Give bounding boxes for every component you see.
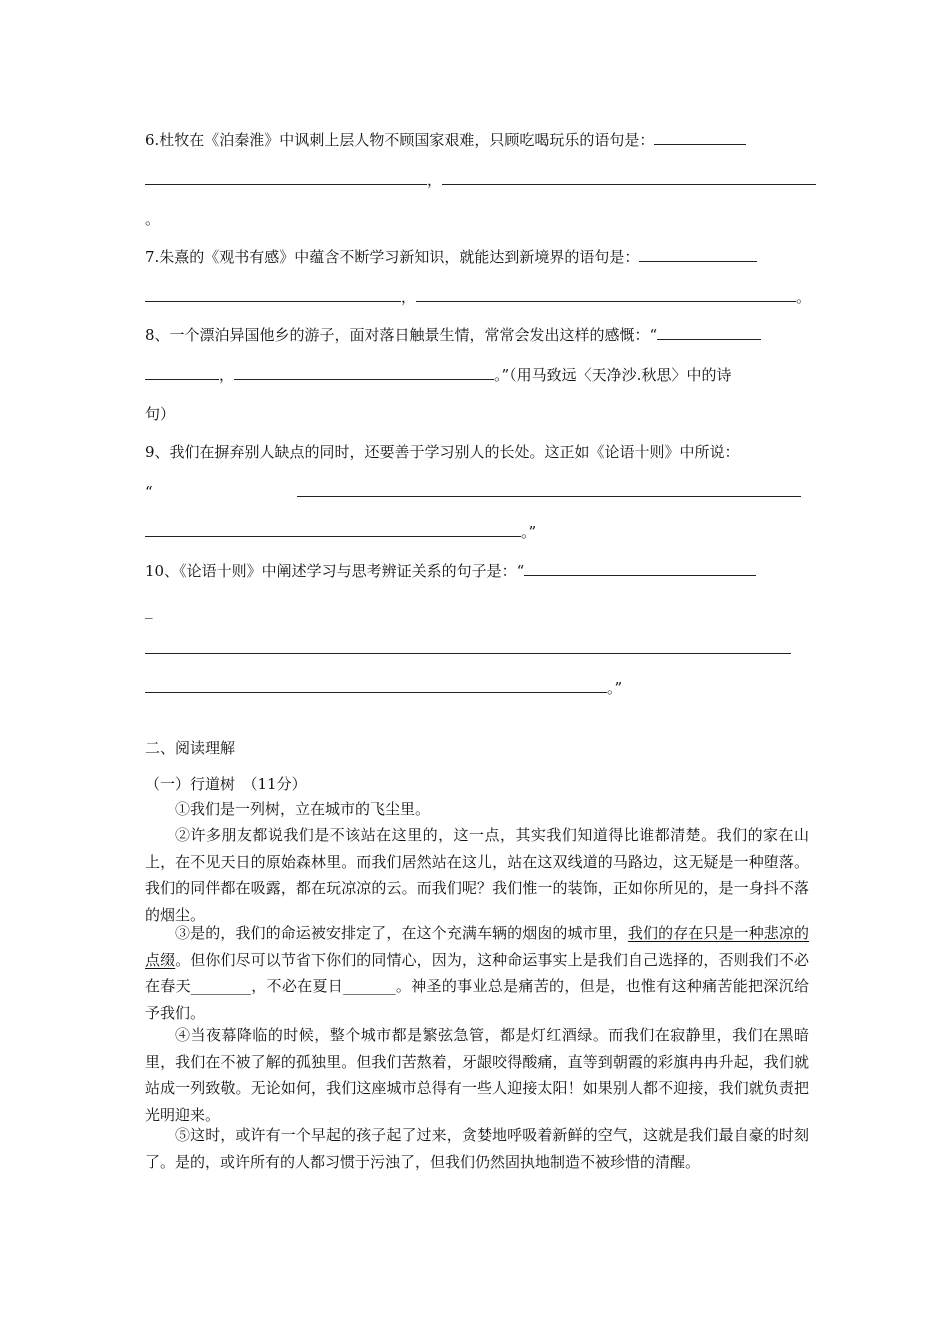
stray-mark: _ <box>145 601 153 619</box>
open-quote: “ <box>145 483 153 501</box>
comma: ， <box>219 366 235 384</box>
question-7-line-2 <box>145 285 811 308</box>
question-6-line-2 <box>145 168 816 191</box>
question-7-text: 7.朱熹的《观书有感》中蕴含不断学习新知识，就能达到新境界的语句是： <box>145 248 640 266</box>
section-title: 二、阅读理解 <box>145 739 236 757</box>
answer-blank[interactable] <box>145 168 427 185</box>
paragraph-4: ④当夜幕降临的时候，整个城市都是繁弦急管，都是灯红酒绿。而我们在寂静里，我们在黑暗里，我们在不被了解的孤独里。但我们苦熬着，牙龈咬得酸痛，直等到朝霞的彩旗冉冉升起，我们就站成一列致敬。无论如何，我们这座城市总得有一些人迎接太阳！如果别人都不迎接，我们就负责把光明迎来。 <box>145 1026 809 1124</box>
question-6-text: 6.杜牧在《泊秦淮》中讽刺上层人物不顾国家艰难，只顾吃喝玩乐的语句是： <box>145 131 655 149</box>
question-9-text: 9、我们在摒弃别人缺点的同时，还要善于学习别人的长处。这正如《论语十则》中所说： <box>145 443 740 461</box>
question-8-line-3 <box>145 403 175 425</box>
paragraph-3-end: 。但你们尽可以节省下你们的同情心，因为，这种命运事实上是我们自己选择的，否则我们不必在春天________，不必在夏日_______。神圣的事业总是痛苦的，但是，也惟有这种痛苦能把深沉给予我们。 <box>145 950 809 1022</box>
period: 。 <box>145 210 161 228</box>
answer-blank[interactable] <box>234 363 494 380</box>
question-8-suffix: 。”（用马致远〈天净沙.秋思〉中的诗 <box>494 366 732 384</box>
period: 。 <box>796 288 812 306</box>
question-7-line-1 <box>145 245 757 268</box>
answer-blank[interactable] <box>442 168 816 185</box>
subsection-title: （一）行道树 （11分） <box>145 775 307 793</box>
question-6-line-1 <box>145 128 746 151</box>
question-10-line-4 <box>145 676 622 699</box>
paragraph-1: ①我们是一列树，立在城市的飞尘里。 <box>175 800 431 818</box>
comma: ， <box>427 171 443 189</box>
answer-blank[interactable] <box>145 520 521 537</box>
question-10-line-2 <box>145 599 153 621</box>
answer-blank[interactable] <box>657 323 761 340</box>
comma: ， <box>401 288 417 306</box>
answer-blank[interactable] <box>654 128 746 145</box>
question-8-continuation: 句） <box>145 405 176 423</box>
paragraph-3 <box>145 920 809 1026</box>
answer-blank[interactable] <box>145 363 219 380</box>
close-quote: 。” <box>521 523 537 541</box>
question-8-line-1 <box>145 323 761 346</box>
underlined-sentence: 我们的存在只是一种悲凉的点缀 <box>145 924 809 969</box>
close-quote: 。” <box>607 679 623 697</box>
question-9-line-3 <box>145 520 536 543</box>
question-10-text: 10、《论语十则》中阐述学习与思考辨证关系的句子是：“ <box>145 562 525 580</box>
answer-blank[interactable] <box>416 285 796 302</box>
paragraph-5: ⑤这时，或许有一个早起的孩子起了过来，贪婪地呼吸着新鲜的空气，这就是我们最自豪的时刻了。是的，或许所有的人都习惯于污浊了，但我们仍然固执地制造不被珍惜的清醒。 <box>145 1126 809 1171</box>
question-6-line-3 <box>145 208 160 230</box>
question-8-text: 8、一个漂泊异国他乡的游子，面对落日触景生情，常常会发出这样的感慨：“ <box>145 326 658 344</box>
paragraph-2: ②许多朋友都说我们是不该站在这里的，这一点，其实我们知道得比谁都清楚。我们的家在山上，在不见天日的原始森林里。而我们居然站在这儿，站在这双线道的马路边，这无疑是一种堕落。我们的同伴都在吸露，都在玩凉凉的云。而我们呢？我们惟一的装饰，正如你所见的，是一身抖不落的烟尘。 <box>145 826 809 924</box>
answer-blank[interactable] <box>524 559 756 576</box>
answer-blank[interactable] <box>297 480 801 497</box>
question-9-line-1 <box>145 441 740 463</box>
answer-blank[interactable] <box>639 245 757 262</box>
question-10-line-1 <box>145 559 756 582</box>
paragraph-3-start: ③是的，我们的命运被安排定了，在这个充满车辆的烟囱的城市里， <box>175 924 628 942</box>
question-8-line-2 <box>145 363 731 386</box>
question-10-line-3 <box>145 637 791 660</box>
question-9-line-2 <box>145 480 801 503</box>
answer-blank[interactable] <box>145 676 607 693</box>
answer-blank[interactable] <box>145 637 791 654</box>
answer-blank[interactable] <box>145 285 401 302</box>
